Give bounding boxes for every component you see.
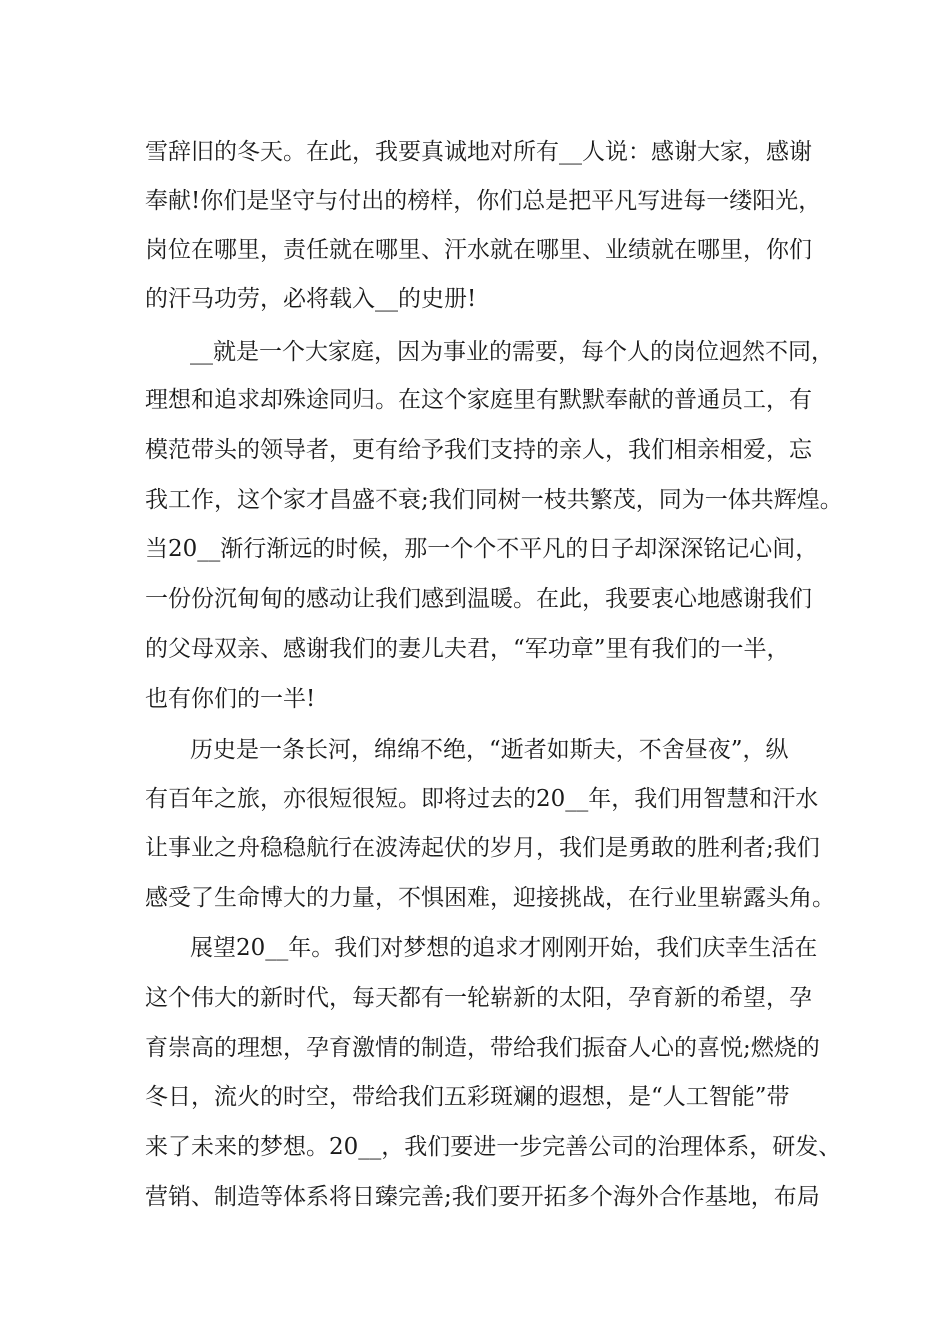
text-line: 模范带头的领导者，更有给予我们支持的亲人，我们相亲相爱，忘 (145, 437, 812, 463)
text-line: 奉献!你们是坚守与付出的榜样，你们总是把平凡写进每一缕阳光， (145, 188, 822, 214)
text-line: 我工作，这个家才昌盛不衰;我们同树一枝共繁茂，同为一体共辉煌。 (145, 487, 843, 513)
text-line: 感受了生命博大的力量，不惧困难，迎接挑战，在行业里崭露头角。 (145, 885, 835, 911)
text-line: 也有你们的一半! (145, 686, 316, 712)
text-line: 育崇高的理想，孕育激情的制造，带给我们振奋人心的喜悦;燃烧的 (145, 1035, 820, 1061)
text-line: 冬日，流火的时空，带给我们五彩斑斓的遐想，是“人工智能”带 (145, 1084, 790, 1110)
text-line: 雪辞旧的冬天。在此，我要真诚地对所有__人说：感谢大家，感谢 (145, 139, 812, 165)
text-line: 理想和追求却殊途同归。在这个家庭里有默默奉献的普通员工，有 (145, 387, 812, 413)
text-line: 的汗马功劳，必将载入__的史册! (145, 286, 477, 312)
paragraph-first-line: __就是一个大家庭，因为事业的需要，每个人的岗位迥然不同， (190, 339, 834, 365)
text-line: 一份份沉甸甸的感动让我们感到温暖。在此，我要衷心地感谢我们 (145, 586, 812, 612)
text-line: 来了未来的梦想。20__，我们要进一步完善公司的治理体系，研发、 (145, 1134, 842, 1160)
text-line: 岗位在哪里，责任就在哪里、汗水就在哪里、业绩就在哪里，你们 (145, 237, 812, 263)
text-line: 有百年之旅，亦很短很短。即将过去的20__年，我们用智慧和汗水 (145, 786, 819, 812)
paragraph-first-line: 展望20__年。我们对梦想的追求才刚刚开始，我们庆幸生活在 (190, 935, 818, 961)
text-line: 的父母双亲、感谢我们的妻儿夫君，“军功章”里有我们的一半， (145, 636, 790, 662)
text-line: 这个伟大的新时代，每天都有一轮崭新的太阳，孕育新的希望，孕 (145, 985, 812, 1011)
text-line: 当20__渐行渐远的时候，那一个个不平凡的日子却深深铭记心间， (145, 536, 819, 562)
paragraph-first-line: 历史是一条长河，绵绵不绝，“逝者如斯夫，不舍昼夜”，纵 (190, 737, 789, 763)
text-line: 让事业之舟稳稳航行在波涛起伏的岁月，我们是勇敢的胜利者;我们 (145, 835, 820, 861)
text-line: 营销、制造等体系将日臻完善;我们要开拓多个海外合作基地，布局 (145, 1184, 820, 1210)
